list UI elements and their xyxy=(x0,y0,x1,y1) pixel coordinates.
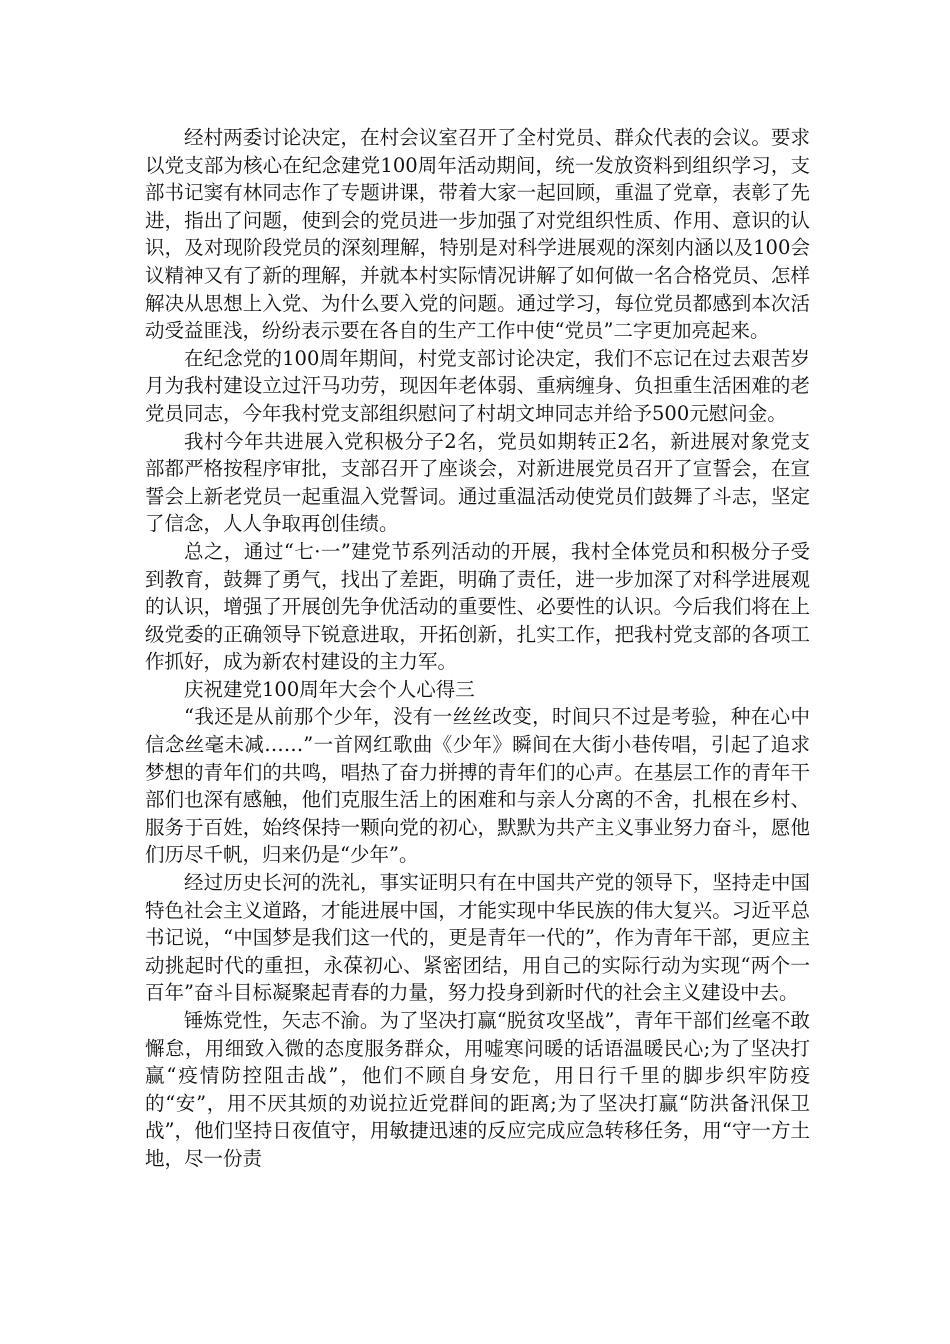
paragraph-new-members: 我村今年共进展入党积极分子2名，党员如期转正2名，新进展对象党支部都严格按程序审批，支部召开了座谈会，对新进展党员召开了宣誓会，在宣誓会上新老党员一起重温入党誓词。通过重温活动使党员们鼓舞了斗志，坚定了信念，人人争取再创佳绩。 xyxy=(145,429,810,536)
paragraph-veteran-member-visit: 在纪念党的100周年期间，村党支部讨论决定，我们不忘记在过去艰苦岁月为我村建设立过汗马功劳，现因年老体弱、重病缠身、负担重生活困难的老党员同志，今年我村党支部组织慰问了村胡文坤同志并给予500元慰问金。 xyxy=(145,346,810,425)
section-heading: 庆祝建党100周年大会个人心得三 xyxy=(184,677,475,701)
document-body xyxy=(145,124,810,1173)
paragraph-history: 经过历史长河的洗礼，事实证明只有在中国共产党的领导下，坚持走中国特色社会主义道路，才能进展中国，才能实现中华民族的伟大复兴。习近平总书记说，“中国梦是我们这一代的，更是青年一代的”，作为青年干部，更应主动挑起时代的重担，永葆初心、紧密团结，用自己的实际行动为实现“两个一百年”奋斗目标凝聚起青春的力量，努力投身到新时代的社会主义建设中去。 xyxy=(145,871,810,1005)
paragraph-youth-song: “我还是从前那个少年，没有一丝丝改变，时间只不过是考验，种在心中信念丝毫未减……”一首网红歌曲《少年》瞬间在大街小巷传唱，引起了追求梦想的青年们的共鸣，唱热了奋力拼搏的青年们的心声。在基层工作的青年干部们也深有感触，他们克服生活上的困难和与亲人分离的不舍，扎根在乡村、服务于百姓，始终保持一颗向党的初心，默默为共产主义事业努力奋斗，愿他们历尽千帆，归来仍是“少年”。 xyxy=(145,705,810,867)
paragraph-village-meeting: 经村两委讨论决定，在村会议室召开了全村党员、群众代表的会议。要求以党支部为核心在纪念建党100周年活动期间，统一发放资料到组织学习，支部书记窦有林同志作了专题讲课，带着大家一起回顾，重温了党章，表彰了先进，指出了问题，使到会的党员进一步加强了对党组织性质、作用、意识的认识，及对现阶段党员的深刻理解，特别是对科学进展观的深刻内涵以及100会议精神又有了新的理解，并就本村实际情况讲解了如何做一名合格党员、怎样解决从思想上入党、为什么要入党的问题。通过学习，每位党员都感到本次活动受益匪浅，纷纷表示要在各自的生产工作中使“党员”二字更加亮起来。 xyxy=(145,126,810,343)
paragraph-summary: 总之，通过“七·一”建党节系列活动的开展，我村全体党员和积极分子受到教育，鼓舞了勇气，找出了差距，明确了责任，进一步加深了对科学进展观的认识，增强了开展创先争优活动的重要性、必要性的认识。今后我们将在上级党委的正确领导下锐意进取，开拓创新，扎实工作，把我村党支部的各项工作抓好，成为新农村建设的主力军。 xyxy=(145,539,810,674)
paragraph-party-spirit: 锤炼党性，矢志不渝。为了坚决打赢“脱贫攻坚战”，青年干部们丝毫不敢懈怠，用细致入微的态度服务群众，用嘘寒问暖的话语温暖民心;为了坚决打赢“疫情防控阻击战”，他们不顾自身安危，用日行千里的脚步织牢防疫的“安”，用不厌其烦的劝说拉近党群间的距离;为了坚决打赢“防洪备汛保卫战”，他们坚持日夜值守，用敏捷迅速的反应完成应急转移任务，用“守一方土地，尽一份责 xyxy=(145,1009,810,1170)
